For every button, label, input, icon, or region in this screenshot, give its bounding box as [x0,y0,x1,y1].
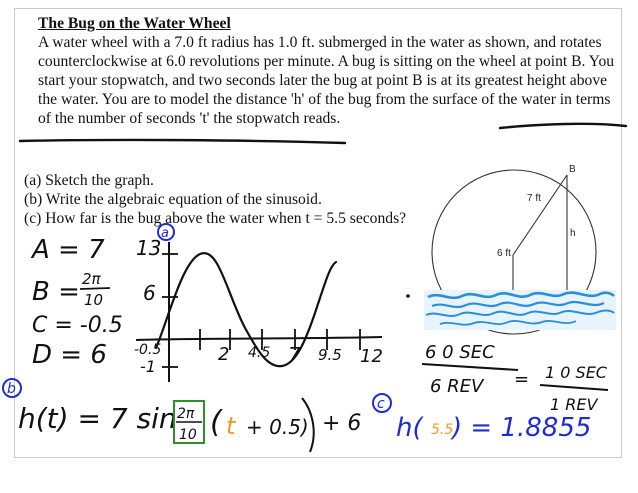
param-b-num: 2π [82,270,101,288]
marker-a-letter: a [161,226,169,241]
equation-lhs: h(t) = 7 sin [18,402,177,435]
part-b: (b) Write the algebraic equation of the sinusoid. [24,191,322,208]
equation-t: t [226,412,236,440]
part-a: (a) Sketch the graph. [24,172,154,189]
handwritten-parameters [30,235,123,370]
sinusoid-curve [156,253,336,366]
sinusoid-graph-sketch [134,224,410,382]
underline-stroke-2 [20,140,345,143]
param-c-text: C = -0.5 [32,313,123,338]
y-label-13: 13 [136,236,162,260]
center-height-label: 6 ft [497,248,511,259]
y-label-neg1: -1 [140,357,156,376]
stray-dot [406,294,410,298]
x-label-95: 9.5 [318,346,342,364]
water-wheel-diagram [424,164,616,334]
problem-text: A water wheel with a 7.0 ft radius has 1.0 ft. submerged in the water as shown, and rotates counterclockwise at 6.0 revolutions per minute. A bug is sitting on the wheel at point B. You start your stopwatch, and two seconds later the bug at point B is at its greatest height above the water. You are to model the distance 'h' of the bug from the surface of the water in terms of the number of seconds 't' the stopwatch reads. [38,34,615,127]
part-c: (c) How far is the bug above the water when t = 5.5 seconds? [24,210,407,227]
equation-frac-den: 10 [179,427,197,443]
rate-left-bar [422,364,518,370]
equation-shift: + 0.5) [246,415,309,439]
param-d-text: D = 6 [32,340,107,370]
rate-10-sec: 1 0 SEC [545,363,607,382]
marker-b-letter: b [7,381,16,397]
rate-conversion [422,342,608,414]
underline-stroke-1 [500,124,626,128]
y-label-6: 6 [143,281,156,305]
equation-frac-num: 2π [177,406,195,422]
marker-c-letter: c [377,396,385,412]
x-label-neg05: -0.5 [134,342,162,358]
rate-6-rev: 6 REV [430,376,484,397]
rate-60-sec: 6 0 SEC [425,342,495,363]
radius-label: 7 ft [527,193,541,204]
x-label-2: 2 [218,344,230,365]
equation-tail: + 6 [322,411,362,436]
answer-input-value: 5.5 [431,422,454,438]
water-surface [424,290,616,330]
point-b-label: B [569,164,576,175]
equation-open-paren: ( [210,405,222,440]
answer-h: h( [396,413,423,443]
param-b-den: 10 [84,291,104,309]
x-label-7: 7 [288,343,301,367]
problem-title: The Bug on the Water Wheel [38,15,231,32]
rate-1-rev: 1 REV [550,395,598,414]
equation-b [3,379,361,452]
x-label-12: 12 [360,346,383,367]
param-b-fraction-bar [80,288,110,289]
rate-equals: = [514,369,530,390]
h-label: h [570,228,576,239]
param-a-text: A = 7 [32,235,105,265]
answer-result: ) = 1.8855 [452,413,592,443]
graph-x-axis [136,337,382,340]
x-label-45: 4.5 [248,345,271,361]
param-b-lhs: B = [32,277,80,307]
rate-right-bar [540,385,608,390]
